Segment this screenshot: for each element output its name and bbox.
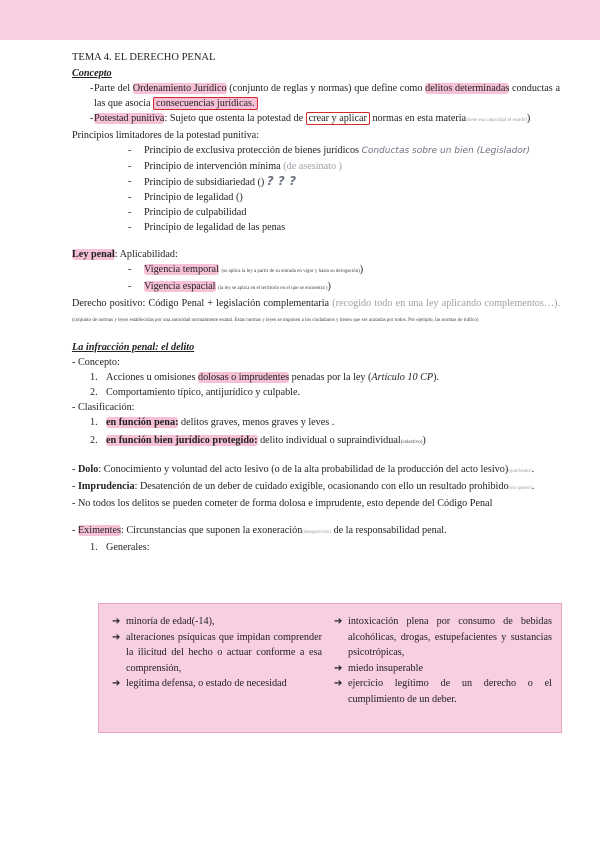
page-title: TEMA 4. EL DERECHO PENAL	[72, 52, 216, 63]
handwritten-note: Conductas sobre un bien (Legislador)	[361, 146, 531, 156]
eximentes-right-column	[334, 614, 552, 708]
list-item: 2. Comportamiento típico, antijurídico y culpable.	[90, 387, 301, 398]
dolo-line: - Dolo: Conocimiento y voluntad del acto lesivo (o de la alta probabilidad de la producción del acto lesivo)(queriendo).	[72, 464, 535, 475]
list-item: 1. Acciones u omisiones dolosas o imprudentes penadas por la ley (Artículo 10 CP).	[90, 372, 440, 383]
list-item: ➔ minoría de edad(-14),	[112, 616, 215, 627]
principios-intro: Principios limitadores de la potestad punitiva:	[72, 130, 260, 141]
list-item: - Principio de culpabilidad	[128, 207, 247, 218]
dolo-note-line: - No todos los delitos se pueden cometer de forma dolosa e imprudente, esto depende del Código Penal	[72, 498, 493, 509]
infraccion-heading: La infracción penal: el delito	[72, 342, 195, 353]
list-item: - Principio de subsidiariedad () ? ? ?	[128, 174, 297, 188]
ley-penal-label: Ley penal: Aplicabilidad:	[72, 249, 178, 260]
list-item: ➔ miedo insuperable	[334, 662, 423, 674]
eximentes-line: - Eximentes: Circunstancias que suponen la exoneración(desaparición) de la responsabilidad penal.	[72, 525, 447, 536]
concepto-heading: Concepto	[72, 68, 112, 79]
document-body	[72, 50, 560, 555]
list-item: ➔ legítima defensa, o estado de necesidad	[112, 678, 287, 690]
concepto-label: - Concepto:	[72, 357, 120, 368]
list-item: - Vigencia espacial (la ley se aplica en el territorio en el que se encuentra ))	[128, 281, 331, 292]
list-item: - Principio de exclusiva protección de bienes jurídicos Conductas sobre un bien (Legislador)	[128, 145, 531, 156]
list-item: 1. en función pena: delitos graves, menos graves y leves .	[90, 417, 335, 428]
red-box-annotation: consecuencias jurídicas.	[153, 97, 257, 110]
list-item: - Potestad punitiva: Sujeto que ostenta la potestad de crear y aplicar normas en esta materia(tiene esa capacidad el estado))	[90, 113, 531, 124]
eximentes-left-column	[112, 614, 322, 692]
list-item: 1. Generales:	[90, 542, 150, 553]
list-item: - Principio de legalidad de las penas	[128, 222, 286, 233]
list-item: - Principio de intervención mínima (de asesinato )	[128, 161, 343, 172]
list-item: ➔ alteraciones psíquicas que impidan comprender la ilicitud del hecho o actuar conforme a esa comprensión,	[112, 631, 322, 674]
list-item: - Principio de legalidad ()	[128, 192, 243, 203]
red-box-annotation: crear y aplicar	[306, 112, 370, 125]
clasificacion-label: - Clasificación:	[72, 402, 135, 413]
header-band	[0, 0, 600, 40]
list-item: - Parte del Ordenamiento Jurídico (conjunto de reglas y normas) que define como delitos determinadas conductas a las que asocia consecuencias jurídicas.	[90, 83, 560, 109]
handwritten-question-marks: ? ? ?	[266, 174, 297, 188]
derecho-positivo: Derecho positivo: Código Penal + legislación complementaria (recogido todo en una ley aplicando complementos…). (conjunto de normas y leyes establecidas por una autoridad normalmente estatal. Estas normas y leyes se imponen a los ciudadanos y tienen que ser acatadas por todos. Por ejemplo, las normas de tráfico)	[72, 298, 560, 323]
list-item: - Vigencia temporal (se aplica la ley a partir de su entrada en vigor y hasta su derogación))	[128, 264, 364, 275]
list-item: ➔ ejercicio legítimo de un derecho o el cumplimiento de un deber.	[334, 678, 552, 705]
imprudencia-line: - Imprudencia: Desatención de un deber de cuidado exigible, ocasionando con ello un resultado prohibido(sin querer).	[72, 481, 535, 492]
list-item: 2. en función bien jurídico protegido: delito individual o supraindividual(colectivo))	[90, 435, 426, 446]
list-item: ➔ intoxicación plena por consumo de bebidas alcohólicas, drogas, estupefacientes y sustancias psicotrópicas,	[334, 616, 552, 659]
